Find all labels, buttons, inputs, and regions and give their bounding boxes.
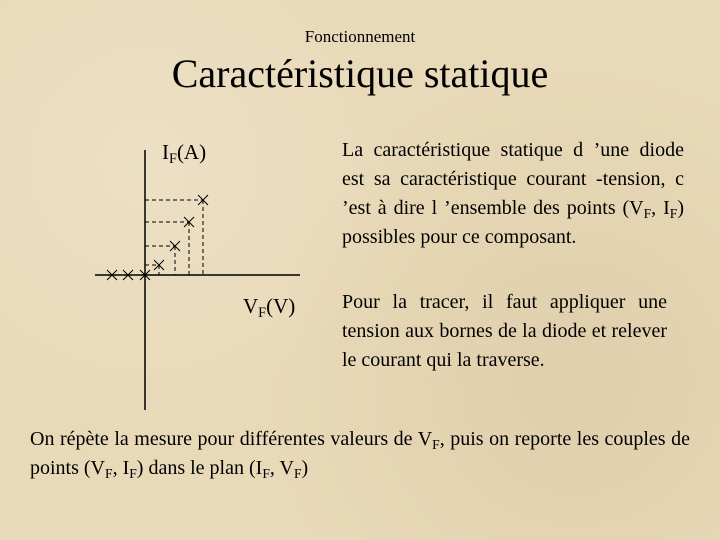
slide-title: Caractéristique statique (171, 51, 549, 96)
conclusion-paragraph: On répète la mesure pour différentes valeurs de $V_F$, puis on reporte les couples de points ($V_F$, $I_F$) dans le plan ($I_F$, $V_F$) (30, 428, 690, 481)
iv-characteristic-diagram (95, 130, 335, 420)
header-subtitle: Fonctionnement (304, 27, 416, 46)
measurement-points (107, 195, 208, 280)
definition-paragraph: La caractéristique statique d ’une diode est sa caractéristique courant -tension, c ’est à dire l ’ensemble des points ($V_F$, $I_F$) possibles pour ce composant. (342, 139, 684, 248)
method-paragraph: Pour la tracer, il faut appliquer une tension aux bornes de la diode et relever le courant qui la traverse. (342, 291, 667, 371)
y-axis-label: $I_F(A)$ (162, 140, 207, 167)
x-axis-label: $V_F(V)$ (243, 294, 296, 321)
projection-lines (145, 200, 203, 275)
